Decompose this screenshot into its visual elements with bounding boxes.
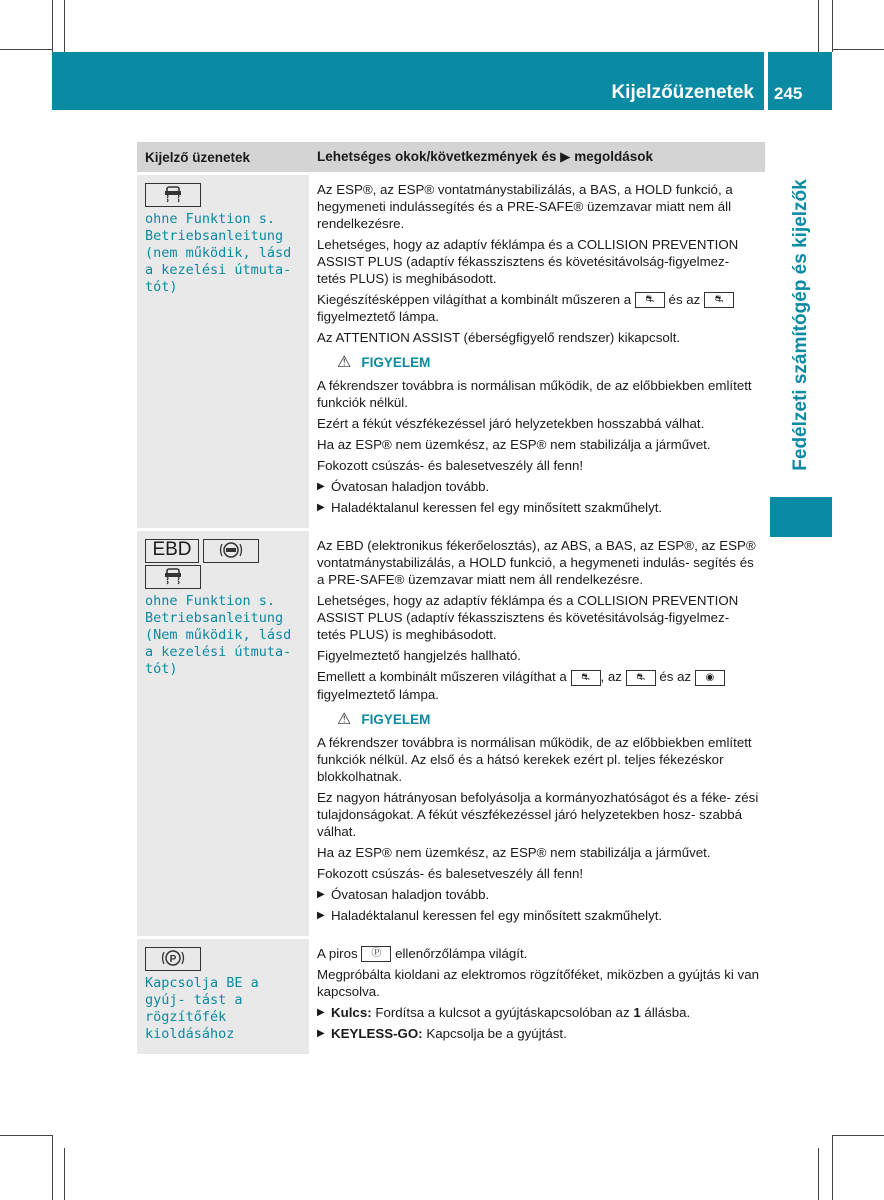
action-text: Óvatosan haladjon tovább. [331, 886, 490, 902]
message-cell [137, 939, 309, 1054]
side-tab-marker [770, 497, 832, 537]
esp-off-icon: ⛐ [704, 292, 734, 308]
text: figyelmeztető lámpa. [317, 686, 439, 702]
paragraph [317, 945, 759, 962]
esp-off-icon: ⛐ [626, 670, 656, 686]
action-bullet [317, 1025, 759, 1042]
crop-mark [832, 1135, 833, 1200]
message-cell [137, 175, 309, 528]
text: állásba. [644, 1005, 691, 1021]
display-message: ohne Funktion s. Betriebsanleitung (Nem működik, lásd a kezelési útmuta- tót) [145, 593, 292, 678]
crop-mark [0, 1135, 52, 1136]
section-title: Kijelzőüzenetek [611, 82, 754, 103]
page-number: 245 [774, 84, 803, 103]
side-tab [770, 150, 832, 500]
crop-mark [0, 49, 52, 50]
side-tab-label: Fedélzeti számítógép és kijelzők [790, 179, 811, 471]
arrow-icon: ▶ [317, 481, 325, 493]
crop-mark [818, 1148, 819, 1200]
key-label: Kulcs: [331, 1005, 372, 1021]
explanation-cell [309, 531, 765, 935]
crop-mark [832, 0, 833, 52]
warning-triangle-icon: ⚠ [337, 354, 352, 372]
table-row [137, 936, 765, 1054]
paragraph: Lehetséges, hogy az adaptív féklámpa és a COLLISION PREVENTION ASSIST PLUS (adaptív fékasszisztens és követésitávolság-figyelmez- tetés PLUS) is meghibásodott. [317, 593, 739, 643]
paragraph: Megpróbálta kioldani az elektromos rögzítőféket, miközben a gyújtás ki van kapcsolva. [317, 967, 759, 1000]
warning-label: FIGYELEM [361, 355, 431, 371]
action-bullet [317, 1004, 759, 1021]
text: ellenőrzőlámpa világít. [395, 945, 528, 961]
esp-car-icon: ⛐ [571, 670, 601, 686]
action-text [331, 1025, 567, 1042]
crop-mark [832, 49, 884, 50]
crop-mark [64, 0, 65, 52]
esp-car-icon [145, 565, 201, 589]
action-text: Haladéktalanul keressen fel egy minősített szakműhelyt. [331, 907, 663, 923]
arrow-icon: ▶ [317, 1028, 325, 1040]
explanation-cell [309, 175, 765, 528]
action-bullet [317, 478, 759, 495]
svg-text:P: P [169, 953, 177, 965]
paragraph: A fékrendszer továbbra is normálisan működik, de az előbbiekben említett funkciók nélkül. Az első és a hátsó kerekek ezért pl. teljes fékezéskor blokkolhatnak. [317, 734, 752, 784]
column-header-causes: Lehetséges okok/következmények és ▶ megoldások [317, 149, 654, 164]
paragraph: Lehetséges, hogy az adaptív féklámpa és a COLLISION PREVENTION ASSIST PLUS (adaptív fékasszisztens és követésitávolság-figyelmez- tetés PLUS) is meghibásodott. [317, 237, 739, 286]
paragraph: Fokozott csúszás- és balesetveszély áll fenn! [317, 458, 584, 474]
action-bullet [317, 886, 759, 903]
action-bullet [317, 907, 759, 924]
action-text [331, 1004, 690, 1021]
text: figyelmeztető lámpa. [317, 309, 439, 325]
ebd-icon: EBD [145, 539, 199, 563]
action-text: Óvatosan haladjon tovább. [331, 479, 490, 495]
header-bar [52, 52, 832, 110]
arrow-icon: ▶ [317, 888, 325, 900]
paragraph [317, 291, 759, 325]
warning-heading [317, 711, 759, 728]
text: Kiegészítésképpen világíthat a kombinált műszeren a [317, 292, 632, 307]
paragraph: Fokozott csúszás- és balesetveszély áll fenn! [317, 865, 584, 881]
paragraph: Az ATTENTION ASSIST (éberségfigyelő rendszer) kikapcsolt. [317, 330, 681, 346]
explanation-cell [309, 939, 765, 1054]
display-message: Kapcsolja BE a gyúj- tást a rögzítőfék kioldásához [145, 974, 259, 1042]
text: és az [668, 292, 701, 307]
warning-heading [317, 354, 759, 371]
table-row [137, 528, 765, 935]
esp-car-icon [145, 183, 201, 207]
paragraph: A fékrendszer továbbra is normálisan működik, de az előbbiekben említett funkciók nélkül. [317, 378, 752, 411]
arrow-icon: ▶ [317, 909, 325, 921]
text: Fordítsa a kulcsot a gyújtáskapcsolóban az [375, 1005, 630, 1021]
text: Kapcsolja be a gyújtást. [426, 1026, 567, 1042]
paragraph: Ezért a fékút vészfékezéssel járó helyzetekben hosszabbá válhat. [317, 416, 705, 432]
arrow-icon: ▶ [317, 1007, 325, 1019]
display-message: ohne Funktion s. Betriebsanleitung (nem működik, lásd a kezelési útmuta- tót) [145, 211, 292, 295]
crop-mark [818, 0, 819, 52]
parking-brake-icon: Ⓟ [361, 946, 391, 962]
table-header [137, 142, 765, 172]
esp-car-icon: ⛐ [635, 292, 665, 308]
paragraph: Figyelmeztető hangjelzés hallható. [317, 648, 522, 664]
text: , az [600, 669, 622, 685]
message-cell [137, 531, 309, 935]
paragraph: Ha az ESP® nem üzemkész, az ESP® nem stabilizálja a járművet. [317, 437, 711, 453]
abs-icon: ◉ [695, 670, 725, 686]
paragraph: Ez nagyon hátrányosan befolyásolja a kormányozhatóságot és a féke- zési tulajdonságokat. A fékút vészfékezéssel járó helyzetekben hosz- szabbá válhat. [317, 789, 759, 839]
crop-mark [52, 1135, 53, 1200]
text: és az [659, 669, 692, 685]
key-label: KEYLESS-GO: [331, 1026, 423, 1042]
parking-brake-icon [145, 947, 201, 971]
crop-mark [832, 1135, 884, 1136]
warning-triangle-icon: ⚠ [337, 710, 352, 728]
crop-mark [64, 1148, 65, 1200]
action-text: Haladéktalanul keressen fel egy minősített szakműhelyt. [331, 500, 663, 516]
paragraph: Az ESP®, az ESP® vontatmánystabilizálás, a BAS, a HOLD funkció, a hegymeneti indulássegítés és a PRE-SAFE® üzemzavar miatt nem áll rendelkezésre. [317, 182, 733, 231]
header-separator [764, 52, 768, 110]
text: A piros [317, 945, 358, 961]
warning-label: FIGYELEM [361, 711, 431, 727]
arrow-icon: ▶ [317, 502, 325, 514]
column-header-messages: Kijelző üzenetek [145, 149, 251, 165]
paragraph: Ha az ESP® nem üzemkész, az ESP® nem stabilizálja a járművet. [317, 844, 711, 860]
abs-icon [203, 539, 259, 563]
action-bullet [317, 499, 759, 516]
table-row [137, 172, 765, 528]
crop-mark [52, 0, 53, 52]
messages-table [137, 142, 765, 1054]
position-number: 1 [633, 1005, 641, 1021]
text: Emellett a kombinált műszeren világíthat a [317, 669, 567, 685]
paragraph [317, 668, 759, 702]
paragraph: Az EBD (elektronikus fékerőelosztás), az ABS, a BAS, az ESP®, az ESP® vontatmánystabilizálás, a HOLD funkció, a hegymeneti indulás- segítés és a PRE-SAFE® üzemzavar miatt nem áll rendelkezésre. [317, 538, 756, 588]
